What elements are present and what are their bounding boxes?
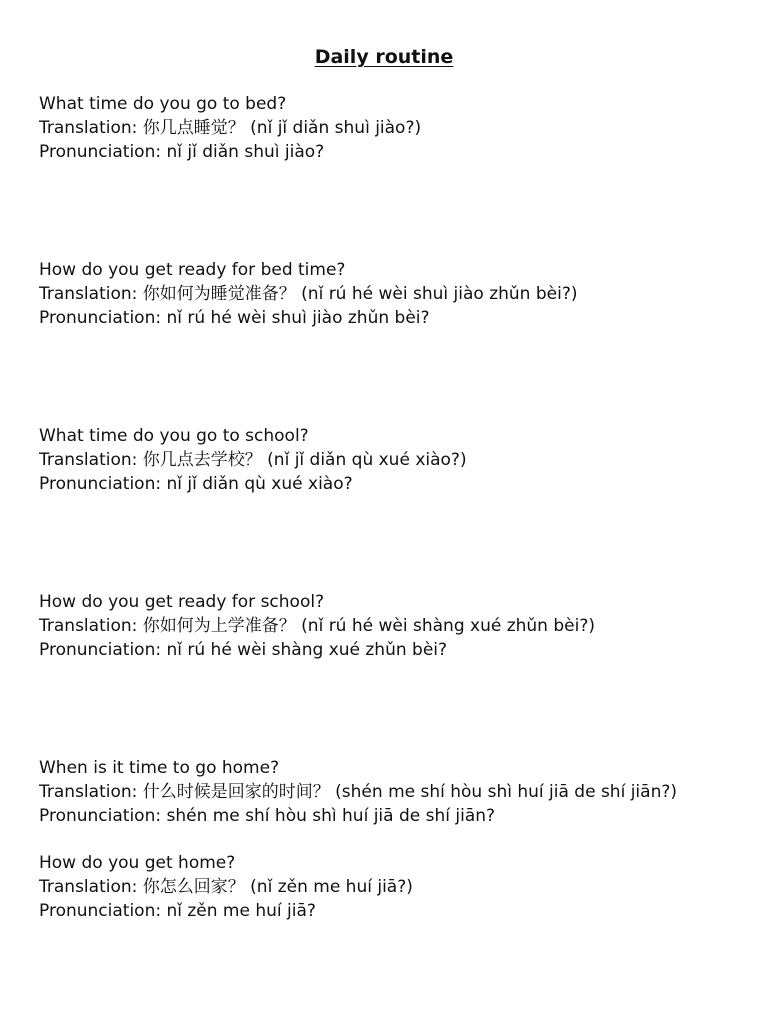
- question-entry: [39, 92, 759, 164]
- translation-text: Translation: 什么时候是回家的时间？ (shén me shí hòu shì huí jiā de shí jiān?): [39, 782, 678, 802]
- question-entry: [39, 851, 759, 923]
- pronunciation-text: Pronunciation: nǐ jǐ diǎn qù xué xiào?: [39, 474, 353, 494]
- translation-text: Translation: 你几点去学校？ (nǐ jǐ diǎn qù xué xiào?): [39, 450, 467, 470]
- translation-text: Translation: 你如何为睡觉准备？ (nǐ rú hé wèi shuì jiào zhǔn bèi?): [39, 284, 578, 304]
- question-entry: [39, 590, 759, 662]
- question-text: When is it time to go home?: [39, 758, 280, 778]
- pronunciation-text: Pronunciation: nǐ rú hé wèi shuì jiào zhǔn bèi?: [39, 308, 430, 328]
- question-text: How do you get home?: [39, 853, 236, 873]
- translation-text: Translation: 你怎么回家？ (nǐ zěn me huí jiā?): [39, 877, 413, 897]
- pronunciation-text: Pronunciation: nǐ jǐ diǎn shuì jiào?: [39, 142, 325, 162]
- pronunciation-text: Pronunciation: nǐ rú hé wèi shàng xué zhǔn bèi?: [39, 640, 448, 660]
- translation-text: Translation: 你几点睡觉？ (nǐ jǐ diǎn shuì jiào?): [39, 118, 422, 138]
- page-title: Daily routine: [314, 46, 454, 68]
- question-entry: [39, 756, 759, 828]
- question-entry: [39, 258, 759, 330]
- question-text: How do you get ready for bed time?: [39, 260, 346, 280]
- question-text: What time do you go to school?: [39, 426, 309, 446]
- question-text: How do you get ready for school?: [39, 592, 325, 612]
- question-entry: [39, 424, 759, 496]
- pronunciation-text: Pronunciation: shén me shí hòu shì huí jiā de shí jiān?: [39, 806, 496, 826]
- question-text: What time do you go to bed?: [39, 94, 287, 114]
- translation-text: Translation: 你如何为上学准备？ (nǐ rú hé wèi shàng xué zhǔn bèi?): [39, 616, 595, 636]
- pronunciation-text: Pronunciation: nǐ zěn me huí jiā?: [39, 901, 316, 921]
